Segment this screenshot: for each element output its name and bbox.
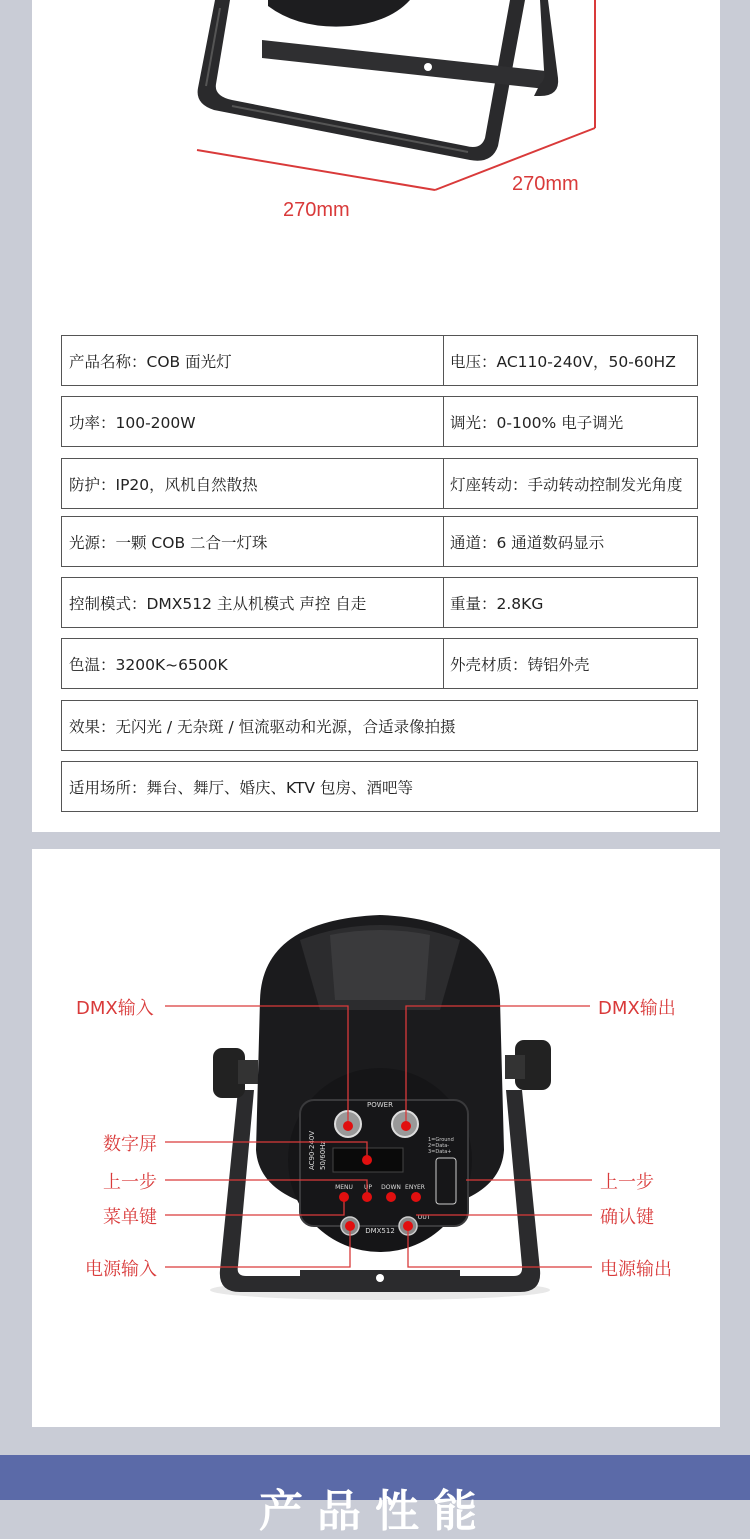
callout-power-input: 电源输入 — [85, 1259, 157, 1280]
power-label: POWER — [367, 1101, 393, 1109]
spec-channels: 通道：6 通道数码显示 — [443, 517, 697, 566]
dmx-label: DMX512 — [365, 1227, 395, 1235]
spec-row — [61, 577, 698, 628]
section-title: 产品性能 — [259, 1486, 491, 1537]
enter-label: ENYER — [405, 1184, 425, 1191]
menu-label: MENU — [335, 1184, 353, 1191]
pin3-label: 3=Data+ — [428, 1149, 452, 1155]
pin2-label: 2=Data- — [428, 1143, 450, 1149]
spec-row — [61, 335, 698, 386]
pin1-label: 1=Ground — [428, 1137, 454, 1143]
callout-up-right: 上一步 — [600, 1172, 654, 1193]
depth-dimension-label: 270mm — [512, 173, 579, 195]
callout-dmx-output: DMX输出 — [598, 998, 676, 1019]
spec-effect: 效果：无闪光 / 无杂斑 / 恒流驱动和光源，合适录像拍摄 — [69, 717, 456, 736]
callout-display: 数字屏 — [103, 1134, 157, 1155]
spec-row — [61, 700, 698, 751]
freq-label: 50/60Hz — [319, 1140, 327, 1170]
callout-menu-key: 菜单键 — [103, 1207, 157, 1228]
spec-light-source: 光源：一颗 COB 二合一灯珠 — [69, 533, 268, 552]
callout-power-output: 电源输出 — [600, 1259, 672, 1280]
voltage-label: AC90-240V — [308, 1130, 316, 1170]
spec-dimming: 调光：0-100% 电子调光 — [443, 397, 697, 446]
spec-product-name: 产品名称：COB 面光灯 — [69, 352, 232, 371]
spec-row — [61, 516, 698, 567]
spec-row — [61, 638, 698, 689]
spec-rotation: 灯座转动：手动转动控制发光角度 — [443, 459, 697, 508]
callout-confirm-key: 确认键 — [600, 1207, 654, 1228]
spec-weight: 重量：2.8KG — [443, 578, 697, 627]
callout-up-left: 上一步 — [103, 1172, 157, 1193]
width-dimension-label: 270mm — [283, 199, 350, 221]
fixture-rear-illustration — [210, 915, 551, 1300]
spec-protection: 防护：IP20，风机自然散热 — [69, 475, 258, 494]
spec-row — [61, 396, 698, 447]
section-header-band — [0, 1455, 750, 1537]
callout-dmx-input: DMX输入 — [76, 998, 154, 1019]
spec-power: 功率：100-200W — [69, 413, 196, 432]
spec-row — [61, 761, 698, 812]
down-label: DOWN — [381, 1184, 401, 1191]
out-label: OUT — [417, 1214, 431, 1221]
spec-venues: 适用场所：舞台、舞厅、婚庆、KTV 包房、酒吧等 — [69, 778, 413, 797]
spec-housing: 外壳材质：铸铝外壳 — [443, 639, 697, 688]
spec-control-mode: 控制模式：DMX512 主从机模式 声控 自走 — [69, 594, 367, 613]
spec-color-temp: 色温：3200K~6500K — [69, 655, 228, 674]
spec-voltage: 电压：AC110-240V，50-60HZ — [443, 336, 697, 385]
spec-row — [61, 458, 698, 509]
up-label: UP — [363, 1184, 373, 1191]
fixture-side-illustration — [198, 0, 559, 161]
